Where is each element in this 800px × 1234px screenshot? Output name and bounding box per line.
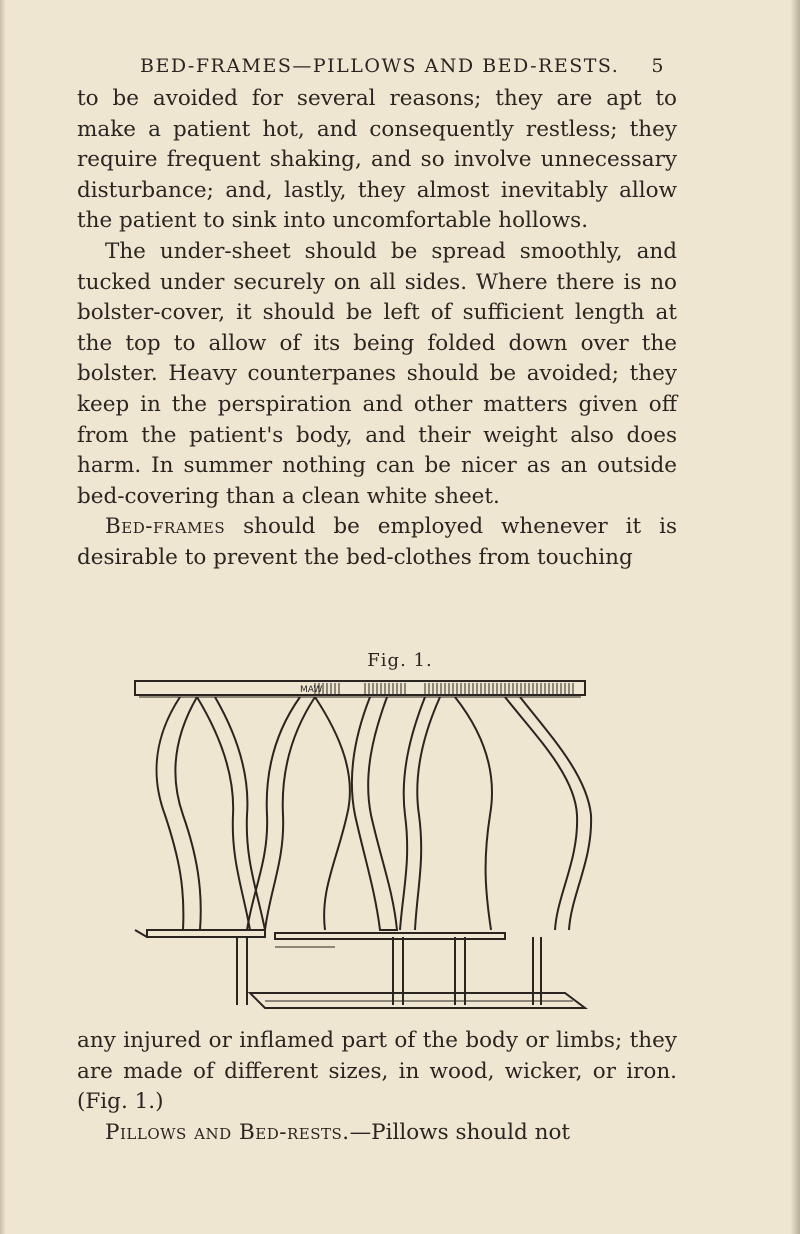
paragraph-2: The under-sheet should be spread smoothly, and tucked under securely on all sides. Where there is no bolster-cover, it should be left of sufficient length at the top to allow of its being folded down over the bolster. Heavy counterpanes should be avoided; they keep in the perspiration and other matters given off from the patient's body, and their weight also does harm. In summer nothing can be nicer as an outside bed-covering than a clean white sheet.: [77, 238, 677, 509]
hoop-4: [455, 697, 492, 930]
hoop-3: [352, 697, 397, 930]
maker-mark: MAW: [300, 685, 323, 695]
bed-frame-illustration: [125, 675, 595, 1010]
bed-frames-text: should be employed whenever it is desirable to prevent the bed-clothes from touching: [77, 514, 677, 570]
page-edge-right: [790, 0, 800, 1234]
pillows-heading: Pillows and Bed-rests.: [105, 1119, 350, 1145]
pillows-text: —Pillows should not: [349, 1119, 571, 1145]
bed-frame-drawing: [125, 675, 595, 1010]
running-head: [140, 55, 665, 77]
hoop-1: [157, 697, 201, 930]
paragraph-bed-frames: [77, 512, 677, 573]
page-edge-left: [0, 0, 6, 1234]
paragraph-continuation: any injured or inflamed part of the body or limbs; they are made of different sizes, in wood, wicker, or iron. (Fig. 1.): [77, 1028, 677, 1115]
body-text-top: [77, 84, 677, 574]
bed-frames-heading: Bed-frames: [105, 514, 226, 540]
paragraph-pillows: [77, 1118, 677, 1149]
paragraph-1: to be avoided for several reasons; they are apt to make a patient hot, and consequently restless; they require frequent shaking, and so involve unnecessary disturbance; and, lastly, they almost inevitably allow the patient to sink into uncomfortable hollows.: [77, 86, 677, 234]
page-number: 5: [651, 55, 665, 77]
figure-caption: Fig. 1.: [367, 650, 433, 671]
body-text-bottom: [77, 1026, 677, 1148]
running-head-title: BED-FRAMES—PILLOWS AND BED-RESTS.: [140, 55, 620, 77]
